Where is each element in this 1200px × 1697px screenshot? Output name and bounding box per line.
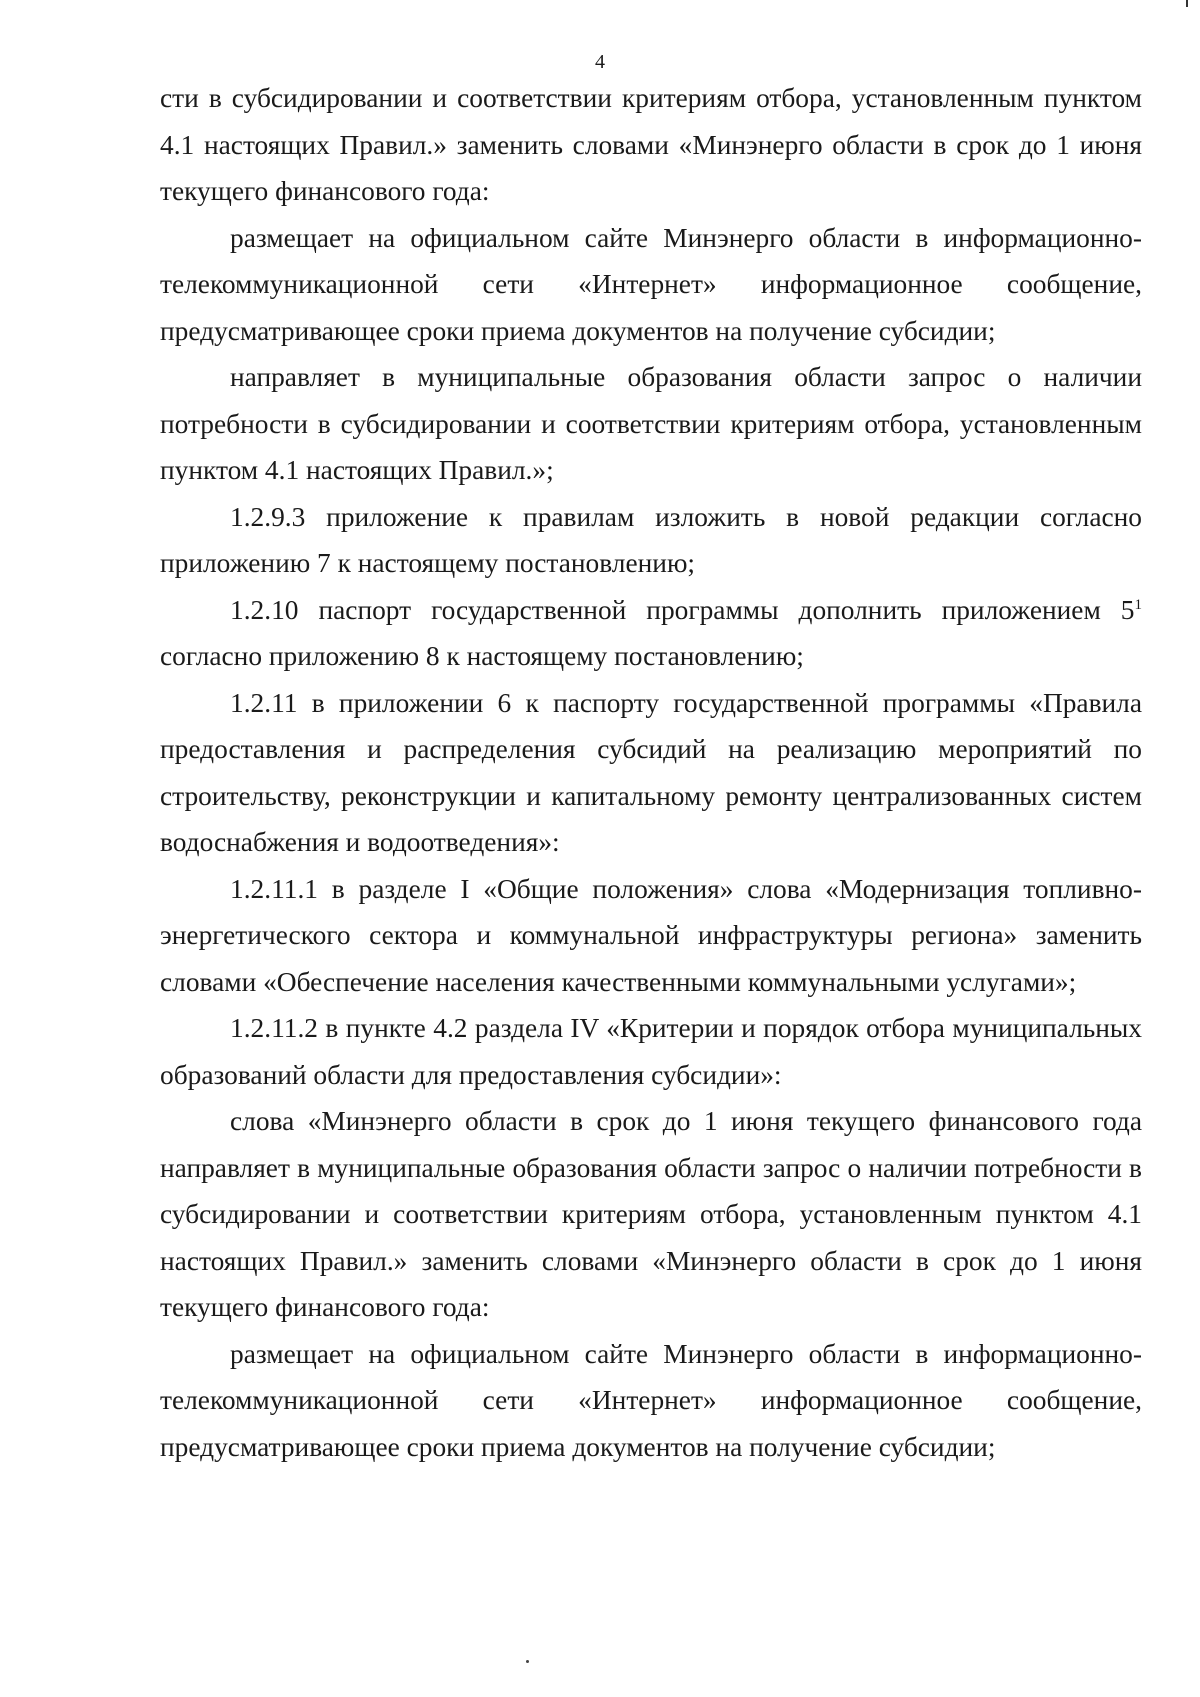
document-body: [160, 75, 1142, 1470]
paragraph-7: 1.2.11.1 в разделе I «Общие положения» слова «Модернизация топливно-энергетического сектора и коммунальной инфраструктуры региона» заменить словами «Обеспечение населения качественными коммунальными услугами»;: [160, 873, 1142, 997]
scan-artifact-mark: [1186, 0, 1188, 7]
paragraph-1: сти в субсидировании и соответствии критериям отбора, установленным пунктом 4.1 настоящих Правил.» заменить словами «Минэнерго области в срок до 1 июня текущего финансового года:: [160, 83, 1142, 206]
page-number: 4: [595, 51, 605, 73]
paragraph-8: 1.2.11.2 в пункте 4.2 раздела IV «Критерии и порядок отбора муниципальных образований области для предоставления субсидии»:: [160, 1013, 1142, 1090]
scan-artifact-dot: [526, 1660, 529, 1663]
paragraph-3: направляет в муниципальные образования области запрос о наличии потребности в субсидировании и соответствии критериям отбора, установленным пунктом 4.1 настоящих Правил.»;: [160, 362, 1142, 485]
paragraph-4: 1.2.9.3 приложение к правилам изложить в новой редакции согласно приложению 7 к настоящему постановлению;: [160, 501, 1142, 578]
paragraph-9: слова «Минэнерго области в срок до 1 июня текущего финансового года направляет в муниципальные образования области запрос о наличии потребности в субсидировании и соответствии критериям отбора, установленным пунктом 4.1 настоящих Правил.» заменить словами «Минэнерго области в срок до 1 июня текущего финансового года:: [160, 1106, 1142, 1322]
paragraph-2: размещает на официальном сайте Минэнерго области в информационно-телекоммуникационной сети «Интернет» информационное сообщение, предусматривающее сроки приема документов на получение субсидии;: [160, 222, 1142, 346]
paragraph-6: 1.2.11 в приложении 6 к паспорту государственной программы «Правила предоставления и распределения субсидий на реализацию мероприятий по строительству, реконструкции и капитальному ремонту централизованных систем водоснабжения и водоотведения»:: [160, 687, 1142, 857]
paragraph-5-text-before: 1.2.10 паспорт государственной программы дополнить приложением 5: [230, 594, 1135, 625]
paragraph-5-text-after: согласно приложению 8 к настоящему постановлению;: [160, 641, 804, 671]
paragraph-5: [160, 587, 1142, 680]
paragraph-10: размещает на официальном сайте Минэнерго области в информационно-телекоммуникационной сети «Интернет» информационное сообщение, предусматривающее сроки приема документов на получение субсидии;: [160, 1338, 1142, 1462]
paragraph-5-superscript: 1: [1134, 596, 1142, 613]
